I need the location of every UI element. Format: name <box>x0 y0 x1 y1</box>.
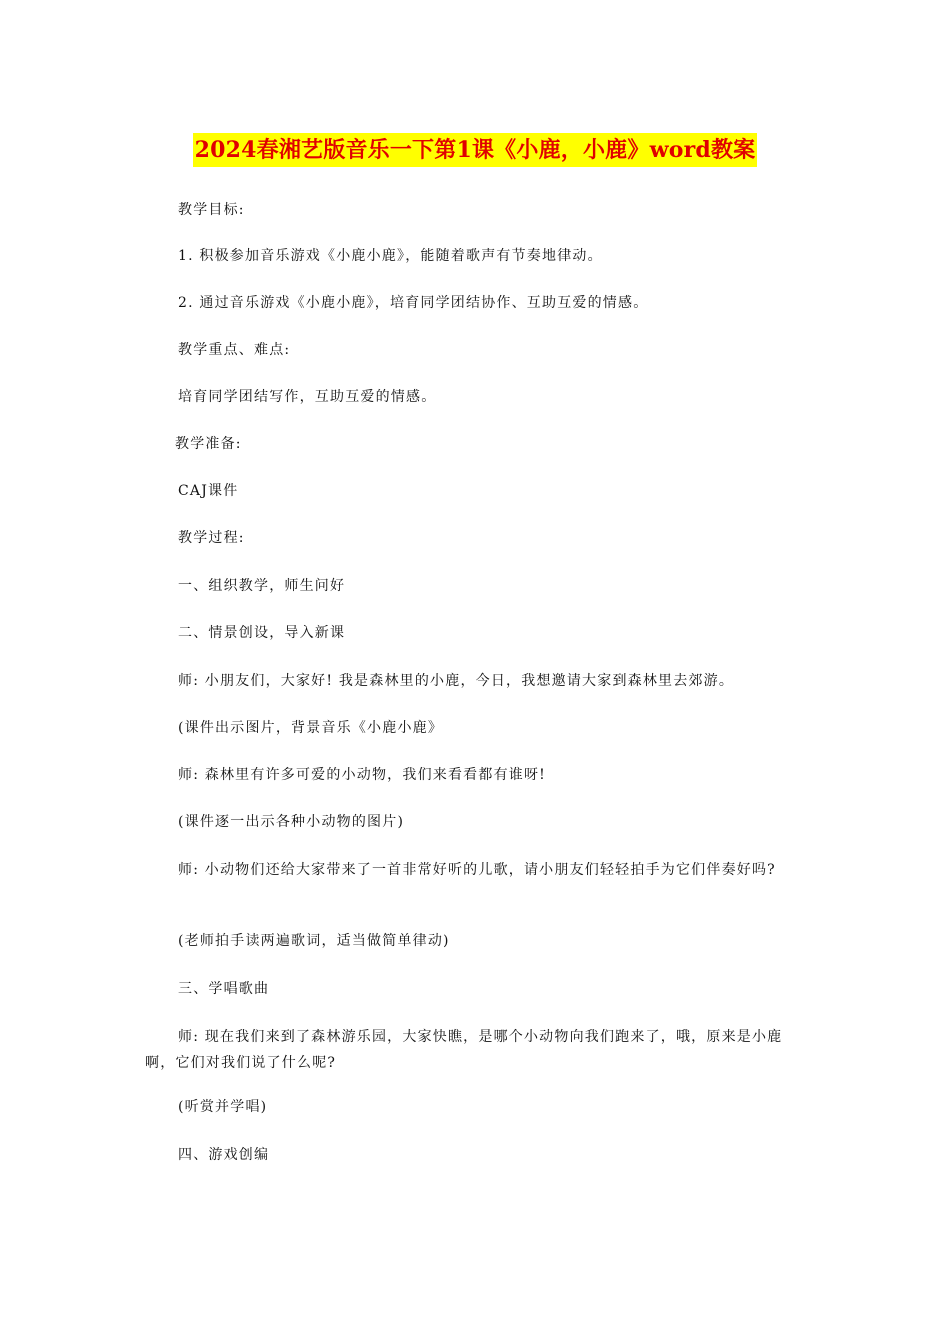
paragraph-teacher-line-2: 师: 森林里有许多可爱的小动物，我们来看看都有谁呀! <box>178 767 546 783</box>
paragraph-teacher-line-1: 师: 小朋友们，大家好! 我是森林里的小鹿，今日，我想邀请大家到森林里去郊游。 <box>178 673 735 689</box>
paragraph-process-heading: 教学过程: <box>178 530 245 546</box>
paragraph-goal-2: 2. 通过音乐游戏《小鹿小鹿》，培育同学团结协作、互助互爱的情感。 <box>178 295 649 311</box>
paragraph-preparation: CAJ课件 <box>178 483 239 499</box>
paragraph-step-2: 二、情景创设，导入新课 <box>178 625 346 641</box>
title-container <box>0 133 950 167</box>
paragraph-preparation-heading: 教学准备: <box>175 436 242 452</box>
paragraph-step-3: 三、学唱歌曲 <box>178 981 270 997</box>
paragraph-step-1: 一、组织教学，师生问好 <box>178 578 346 594</box>
paragraph-note-2: (课件逐一出示各种小动物的图片) <box>178 814 405 830</box>
paragraph-step-4: 四、游戏创编 <box>178 1147 270 1163</box>
paragraph-key-points: 培育同学团结写作，互助互爱的情感。 <box>178 389 437 405</box>
paragraph-teacher-line-3: 师: 小动物们还给大家带来了一首非常好听的儿歌，请小朋友们轻轻拍手为它们伴奏好吗? <box>178 862 776 878</box>
paragraph-note-1: (课件出示图片，背景音乐《小鹿小鹿》 <box>178 720 444 736</box>
paragraph-key-points-heading: 教学重点、难点: <box>178 342 291 358</box>
paragraph-goal-1: 1. 积极参加音乐游戏《小鹿小鹿》，能随着歌声有节奏地律动。 <box>178 248 603 264</box>
paragraph-note-4: (听赏并学唱) <box>178 1099 268 1115</box>
paragraph-note-3: (老师拍手读两遍歌词，适当做简单律动) <box>178 933 450 949</box>
paragraph-teacher-line-4: 师: 现在我们来到了森林游乐园，大家快瞧，是哪个小动物向我们跑来了，哦，原来是小鹿啊，它们对我们说了什么呢? <box>145 1029 783 1071</box>
document-title: 2024春湘艺版音乐一下第1课《小鹿，小鹿》word教案 <box>193 133 758 167</box>
paragraph-teaching-goals-heading: 教学目标: <box>178 202 245 218</box>
